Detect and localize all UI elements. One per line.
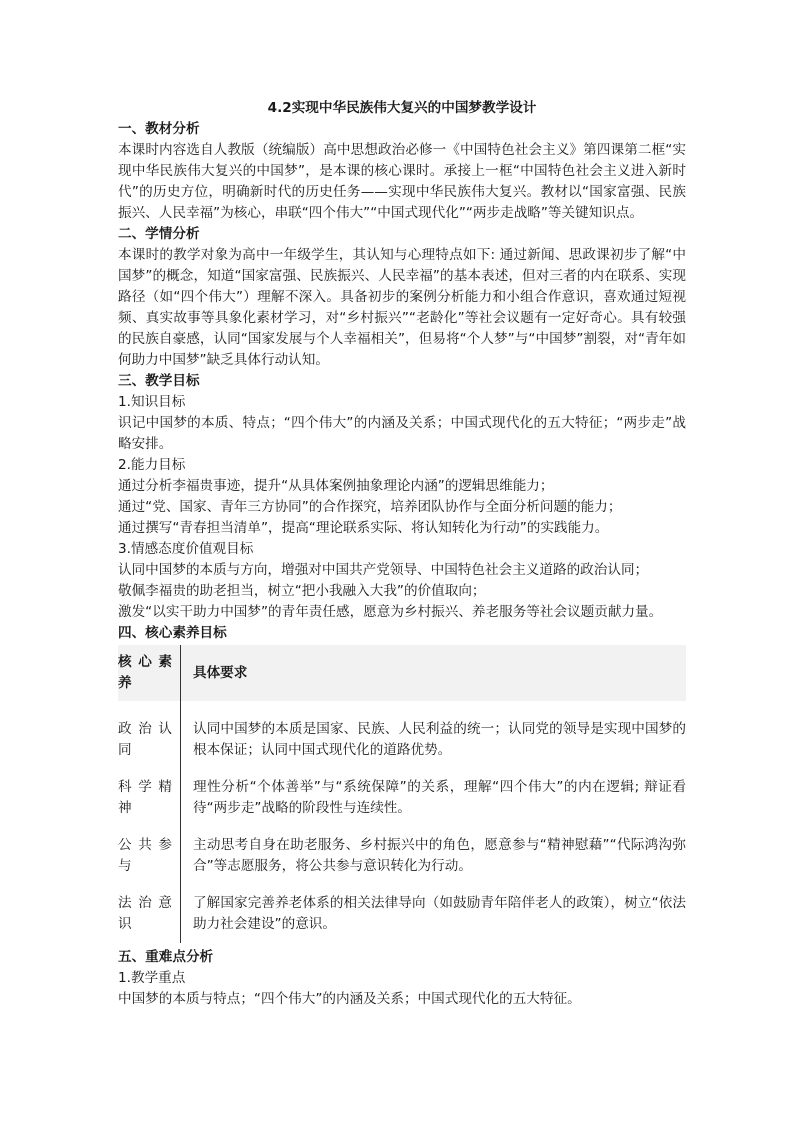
literacy-name: 公共参与 [118,837,172,874]
document-title: 4.2实现中华民族伟大复兴的中国梦教学设计 [267,100,537,116]
text-knowledge-goals: 识记中国梦的本质、特点；“四个伟大”的内涵及关系；中国式现代化的五大特征；“两步走”战略安排。 [118,415,686,452]
literacy-requirement: 理性分析“个体善举”与“系统保障”的关系，理解“四个伟大”的内在逻辑; 辩证看待“两步走”战略的阶段性与连续性。 [181,769,687,827]
subheading-ability-goals: 2.能力目标 [118,457,186,473]
subheading-knowledge-goals: 1.知识目标 [118,394,186,410]
section-heading-key-difficult-points: 五、重难点分析 [118,949,214,965]
text-teaching-focus: 中国梦的本质与特点；“四个伟大”的内涵及关系；中国式现代化的五大特征。 [118,991,581,1007]
literacy-name: 法治意识 [118,895,172,932]
section-heading-textbook-analysis: 一、教材分析 [118,121,200,137]
table-row [118,827,686,885]
value-goal-line: 激发“以实干助力中国梦”的青年责任感，愿意为乡村振兴、养老服务等社会议题贡献力量。 [118,604,663,620]
value-goal-line: 敬佩李福贵的助老担当，树立“把小我融入大我”的价值取向； [118,583,486,599]
literacy-requirement: 认同中国梦的本质是国家、民族、人民利益的统一；认同党的领导是实现中国梦的根本保证；认同中国式现代化的道路优势。 [181,711,687,769]
ability-goal-line: 通过分析李福贵事迹，提升“从具体案例抽象理论内涵”的逻辑思维能力； [118,478,554,494]
core-literacy-table [118,645,686,943]
table-row [118,885,686,943]
subheading-value-goals: 3.情感态度价值观目标 [118,541,254,557]
subheading-teaching-focus: 1.教学重点 [118,970,186,986]
table-header-requirement: 具体要求 [181,645,687,701]
table-header-literacy: 核心素养 [118,654,172,691]
table-header-row [118,645,686,701]
section-heading-core-literacy: 四、核心素养目标 [118,625,227,641]
ability-goal-line: 通过“党、国家、青年三方协同”的合作探究，培养团队协作与全面分析问题的能力； [118,499,622,515]
ability-goal-line: 通过撰写“青春担当清单”，提高“理论联系实际、将认知转化为行动”的实践能力。 [118,520,609,536]
document-body [118,98,686,1010]
literacy-requirement: 主动思考自身在助老服务、乡村振兴中的角色，愿意参与“精神慰藉”“代际鸿沟弥合”等志愿服务，将公共参与意识转化为行动。 [181,827,687,885]
literacy-name: 政治认同 [118,721,172,758]
section-text-textbook-analysis: 本课时内容选自人教版（统编版）高中思想政治必修一《中国特色社会主义》第四课第二框“实现中华民族伟大复兴的中国梦”，是本课的核心课时。承接上一框“中国特色社会主义进入新时代”的历史方位，明确新时代的历史任务——实现中华民族伟大复兴。教材以“国家富强、民族振兴、人民幸福”为核心，串联“四个伟大”“中国式现代化”“两步走战略”等关键知识点。 [118,142,686,221]
table-spacer [118,701,686,711]
table-row [118,769,686,827]
section-heading-learner-analysis: 二、学情分析 [118,226,200,242]
section-heading-teaching-goals: 三、教学目标 [118,373,200,389]
section-text-learner-analysis: 本课时的教学对象为高中一年级学生，其认知与心理特点如下: 通过新闻、思政课初步了解“中国梦”的概念，知道“国家富强、民族振兴、人民幸福”的基本表述，但对三者的内在联系、实现路径（如“四个伟大”）理解不深入。具备初步的案例分析能力和小组合作意识，喜欢通过短视频、真实故事等具象化素材学习，对“乡村振兴”“老龄化”等社会议题有一定好奇心。具有较强的民族自豪感，认同“国家发展与个人幸福相关”，但易将“个人梦”与“中国梦”割裂，对“青年如何助力中国梦”缺乏具体行动认知。 [118,247,686,368]
value-goal-line: 认同中国梦的本质与方向，增强对中国共产党领导、中国特色社会主义道路的政治认同； [118,562,649,578]
literacy-requirement: 了解国家完善养老体系的相关法律导向（如鼓励青年陪伴老人的政策），树立“依法助力社会建设”的意识。 [181,885,687,943]
literacy-name: 科学精神 [118,779,172,816]
table-row [118,711,686,769]
